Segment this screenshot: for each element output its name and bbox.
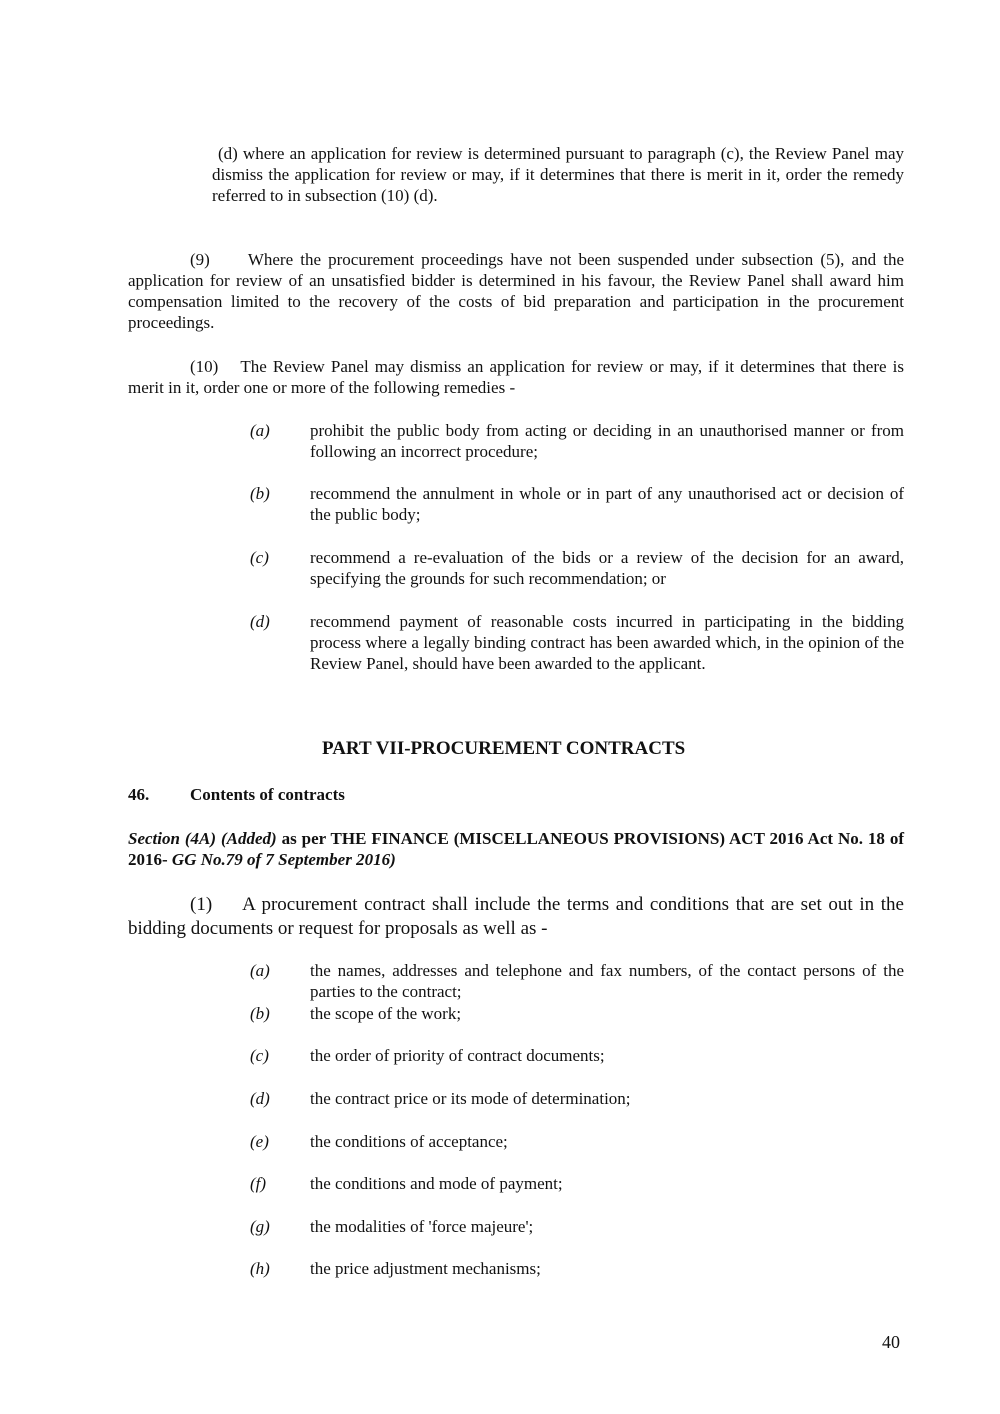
list-item-label: (c) xyxy=(250,1046,269,1065)
list-item-text: the contract price or its mode of determination; xyxy=(310,1089,631,1108)
paragraph-10 xyxy=(128,356,904,398)
paragraph-d-top: (d) where an application for review is determined pursuant to paragraph (c), the Review Panel may dismiss the application for review or may, if it determines that there is merit in it, order the remedy referred to in subsection (10) (d). xyxy=(212,144,904,205)
paragraph-9-number: (9) xyxy=(190,250,210,269)
paragraph-1-text: A procurement contract shall include the terms and conditions that are set out in the bidding documents or request for proposals as well as - xyxy=(128,894,904,939)
list-item-label: (f) xyxy=(250,1174,267,1193)
paragraph-9-text: Where the procurement proceedings have not been suspended under subsection (5), and the application for review of an unsatisfied bidder is determined in his favour, the Review Panel shall award him compensation limited to the recovery of the costs of bid preparation and participation in the procurement proceedings. xyxy=(128,250,904,332)
list-item-label: (b) xyxy=(250,1004,270,1023)
list-item-text: the names, addresses and telephone and fax numbers, of the contact persons of the parties to the contract; xyxy=(310,961,904,1001)
list-item-text: the price adjustment mechanisms; xyxy=(310,1259,541,1278)
list-item-label: (b) xyxy=(250,484,270,503)
list-item-label: (c) xyxy=(250,548,269,567)
paragraph-10-text: The Review Panel may dismiss an application for review or may, if it determines that there is merit in it, order one or more of the following remedies - xyxy=(128,357,904,397)
list-item-text: the order of priority of contract documents; xyxy=(310,1046,605,1065)
list-item-text: the conditions of acceptance; xyxy=(310,1132,508,1151)
list-item-label: (h) xyxy=(250,1259,270,1278)
list-item-label: (a) xyxy=(250,421,270,440)
list-item-text: the scope of the work; xyxy=(310,1004,462,1023)
section-title: Contents of contracts xyxy=(190,785,345,804)
list-item-label: (a) xyxy=(250,961,270,980)
section-number: 46. xyxy=(128,785,150,804)
list-item-label: (d) xyxy=(250,612,270,631)
list-item-text: prohibit the public body from acting or deciding in an unauthorised manner or from following an incorrect procedure; xyxy=(310,421,904,461)
paragraph-1-number: (1) xyxy=(190,894,213,915)
list-item-text: recommend a re-evaluation of the bids or a review of the decision for an award, specifying the grounds for such recommendation; or xyxy=(310,548,904,588)
amendment-note xyxy=(128,828,904,870)
list-item-label: (d) xyxy=(250,1089,270,1108)
paragraph-10-number: (10) xyxy=(190,357,219,376)
amendment-section-ref: Section (4A) (Added) xyxy=(128,829,277,848)
list-item-text: recommend payment of reasonable costs incurred in participating in the bidding process where a legally binding contract has been awarded which, in the opinion of the Review Panel, should have been awarded to the applicant. xyxy=(310,612,904,673)
list-item-label: (e) xyxy=(250,1132,269,1151)
page-number: 40 xyxy=(882,1332,900,1352)
list-item-label: (g) xyxy=(250,1217,270,1236)
amendment-act-text: as per THE FINANCE (MISCELLANEOUS PROVISIONS) ACT 2016 Act No. 18 of 2016- xyxy=(128,829,904,869)
list-item-text: recommend the annulment in whole or in part of any unauthorised act or decision of the public body; xyxy=(310,484,904,524)
amendment-gazette-ref: GG No.79 of 7 September 2016) xyxy=(171,850,396,869)
list-item-text: the conditions and mode of payment; xyxy=(310,1174,563,1193)
paragraph-1 xyxy=(128,893,904,941)
list-item-text: the modalities of 'force majeure'; xyxy=(310,1217,534,1236)
part-heading: PART VII-PROCUREMENT CONTRACTS xyxy=(322,738,686,759)
paragraph-9 xyxy=(128,249,904,333)
